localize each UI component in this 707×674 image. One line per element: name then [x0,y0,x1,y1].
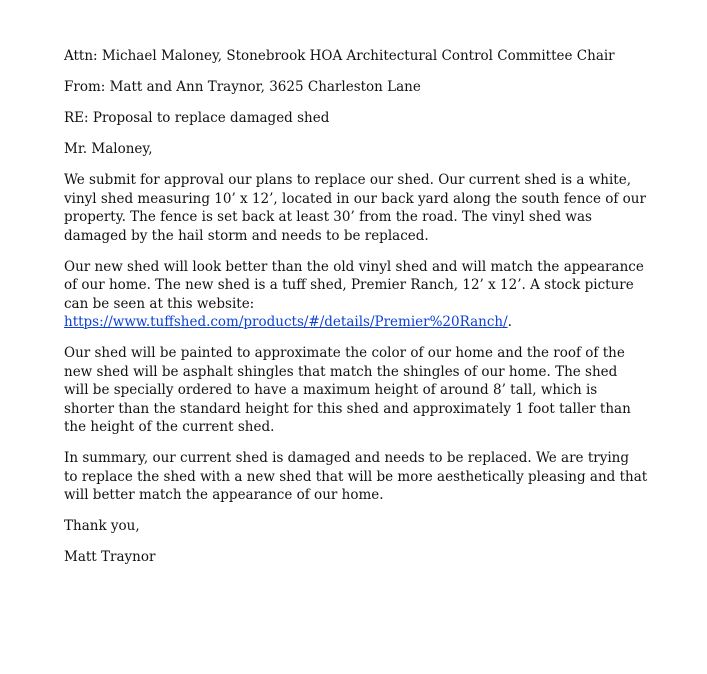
from-text: From: Matt and Ann Traynor, 3625 Charleston Lane [64,79,421,95]
paragraph-1-line-1: We submit for approval our plans to replace our shed. Our current shed is a white, [64,172,632,188]
paragraph-4-line-1: In summary, our current shed is damaged and needs to be replaced. We are trying [64,450,629,466]
paragraph-2-line-2: of our home. The new shed is a tuff shed, Premier Ranch, 12’ x 12’. A stock picture [64,277,634,293]
paragraph-1 [64,171,646,245]
closing [64,517,639,536]
tuffshed-link[interactable]: https://www.tuffshed.com/products/#/details/Premier%20Ranch/ [64,314,508,330]
paragraph-3-line-2: new shed will be asphalt shingles that match the shingles of our home. The shed [64,363,618,380]
paragraph-3 [64,344,639,437]
letter-body [64,47,648,579]
paragraph-1-line-4: damaged by the hail storm and needs to be replaced. [64,227,429,244]
paragraph-4 [64,449,648,505]
paragraph-3-line-4: shorter than the standard height for this shed and approximately 1 foot taller than [64,400,631,417]
closing-text: Thank you, [64,518,140,534]
paragraph-2-line-1: Our new shed will look better than the old vinyl shed and will match the appearance [64,258,644,275]
subject-line [64,109,639,128]
signature [64,548,639,567]
paragraph-3-line-3: will be specially ordered to have a maximum height of around 8’ tall, which is [64,382,598,398]
attn-line [64,47,639,66]
salutation [64,140,639,159]
attn-text: Attn: Michael Maloney, Stonebrook HOA Architectural Control Committee Chair [64,48,615,64]
subject-text: RE: Proposal to replace damaged shed [64,110,330,126]
paragraph-1-line-3: property. The fence is set back at least 30’ from the road. The vinyl shed was [64,209,592,225]
paragraph-2-line-3: can be seen at this website: [64,295,255,312]
paragraph-1-line-2: vinyl shed measuring 10’ x 12’, located in our back yard along the south fence of our [64,190,646,207]
link-trailing-period: . [507,314,512,330]
paragraph-3-line-5: the height of the current shed. [64,419,275,435]
paragraph-2-link-line [64,313,639,332]
from-line [64,78,639,97]
paragraph-3-line-1: Our shed will be painted to approximate the color of our home and the roof of the [64,345,625,361]
signature-text: Matt Traynor [64,549,156,565]
salutation-text: Mr. Maloney, [64,141,153,157]
paragraph-4-line-3: will better match the appearance of our home. [64,487,384,503]
paragraph-4-line-2: to replace the shed with a new shed that will be more aesthetically pleasing and that [64,468,648,485]
paragraph-2 [64,258,644,332]
